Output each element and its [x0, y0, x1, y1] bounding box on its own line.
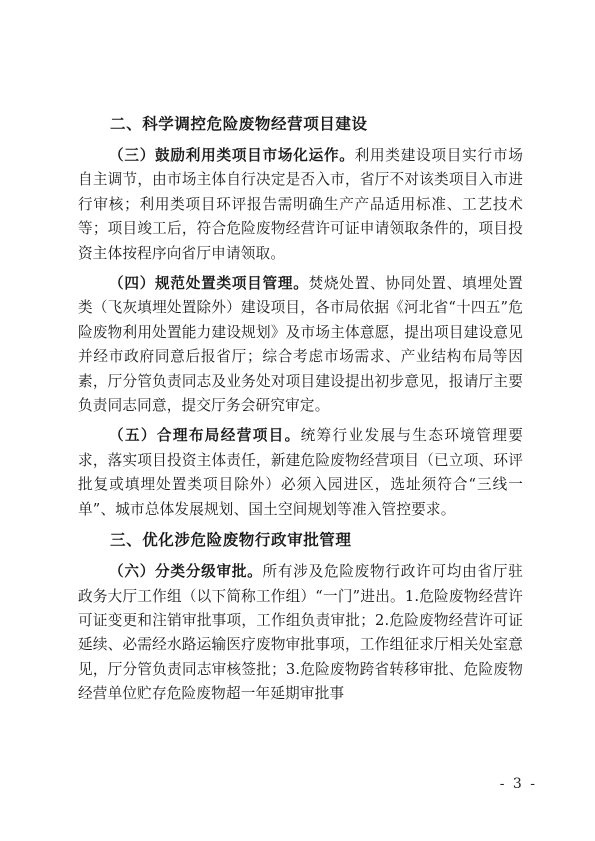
page-number: - 3 -	[499, 776, 537, 792]
paragraph-6	[78, 560, 523, 706]
section-heading-2: 二、科学调控危险废物经营项目建设	[110, 115, 368, 133]
paragraph-5-text: 统筹行业发展与生态环境管理要求，落实项目投资主体责任，新建危险废物经营项目（已立项、环评批复或填埋处置类项目除外）必须入园进区，选址须符合“三线一单”、城市总体发展规划、国土空间规划等准入管控要求。	[78, 427, 523, 518]
paragraph-6-subtitle: （六）分类分级审批。	[109, 563, 263, 581]
paragraph-4-text: 焚烧处置、协同处置、填埋处置类（飞灰填埋处置除外）建设项目，各市局依据《河北省“十四五”危险废物利用处置能力建设规划》及市场主体意愿，提出项目建设意见并经市政府同意后报省厅；综合考虑市场需求、产业结构布局等因素，厅分管负责同志及业务处对项目建设提出初步意见，报请厅主要负责同志同意，提交厅务会研究审定。	[78, 275, 523, 415]
paragraph-3-text: 利用类建设项目实行市场自主调节，由市场主体自行决定是否入市，省厅不对该类项目入市进行审核；利用类项目环评报告需明确生产产品适用标准、工艺技术等；项目竣工后，符合危险废物经营许可证申请领取条件的，项目投资主体按程序向省厅申请领取。	[78, 147, 524, 262]
paragraph-6-text: 所有涉及危险废物行政许可均由省厅驻政务大厅工作组（以下简称工作组）“一门”进出。1.危险废物经营许可证变更和注销审批事项，工作组负责审批；2.危险废物经营许可证延续、必需经水路运输医疗废物审批事项，工作组征求厅相关处室意见，厅分管负责同志审核签批；3.危险废物跨省转移审批、危险废物经营单位贮存危险废物超一年延期审批事	[78, 563, 523, 703]
document-body	[78, 112, 523, 713]
paragraph-4	[78, 272, 523, 418]
section-heading-3: 三、优化涉危险废物行政审批管理	[110, 531, 352, 550]
paragraph-4-subtitle: （四）规范处置类项目管理。	[109, 275, 309, 293]
paragraph-3	[78, 144, 523, 266]
paragraph-5-subtitle: （五）合理布局经营项目。	[109, 427, 301, 445]
paragraph-3-subtitle: （三）鼓励利用类项目市场化运作。	[109, 147, 355, 164]
paragraph-5	[78, 424, 523, 522]
